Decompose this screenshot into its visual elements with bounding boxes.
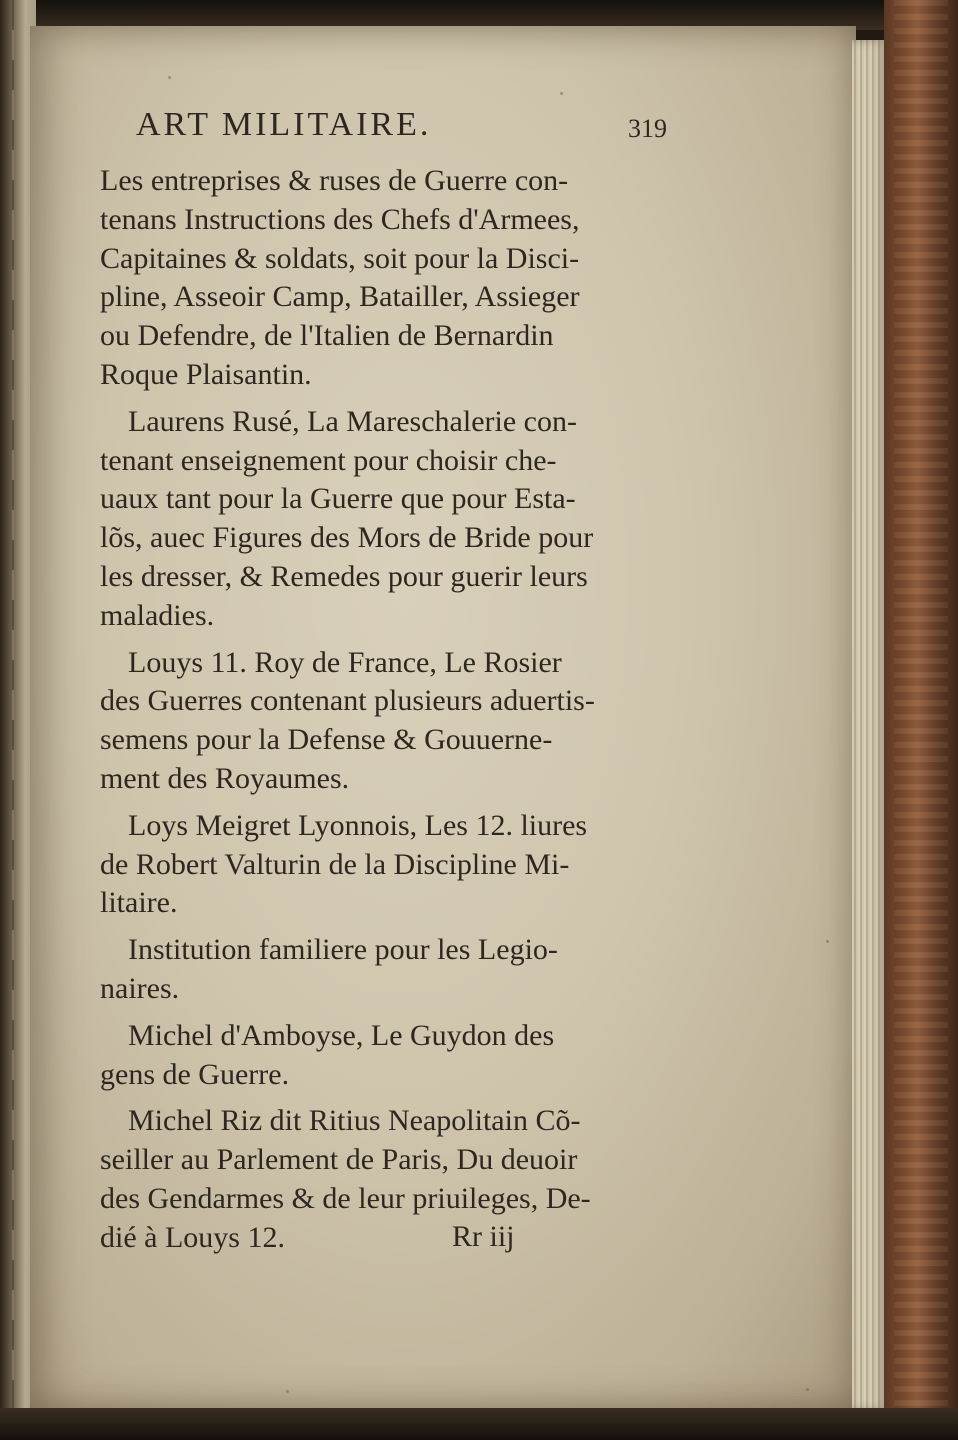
page-text — [100, 100, 690, 1266]
entry-line: les dresser, & Remedes pour guerir leurs — [100, 559, 588, 593]
entry-line: Louys 11. Roy de France, Le Rosier — [128, 645, 562, 679]
entry-line: Capitaines & soldats, soit pour la Disci- — [100, 241, 580, 275]
paper-speck — [826, 940, 829, 943]
entry-line: Loys Meigret Lyonnois, Les 12. liures — [128, 808, 588, 842]
entry-line: Laurens Rusé, La Mareschalerie con- — [128, 404, 577, 438]
bibliography-entry — [100, 1102, 690, 1257]
entry-line: de Robert Valturin de la Discipline Mi- — [100, 847, 570, 881]
bibliography-entry — [100, 162, 690, 395]
bibliography-entry — [100, 807, 690, 923]
bibliography-entry — [100, 644, 690, 799]
running-head-title: ART MILITAIRE. — [136, 106, 432, 143]
entry-line: litaire. — [100, 886, 178, 920]
entry-line: seiller au Parlement de Paris, Du deuoir — [100, 1143, 578, 1177]
bibliography-entry — [100, 931, 690, 1009]
paper-speck — [806, 1388, 809, 1391]
right-page-edges — [852, 40, 888, 1410]
paper-speck — [286, 1390, 289, 1393]
entry-line: des Guerres contenant plusieurs aduertis- — [100, 684, 595, 718]
entry-line: naires. — [100, 971, 180, 1005]
entry-line: dié à Louys 12. — [100, 1220, 285, 1254]
entry-line: pline, Asseoir Camp, Batailler, Assieger — [100, 280, 580, 314]
entry-line: tenans Instructions des Chefs d'Armees, — [100, 202, 580, 236]
entry-line: ment des Royaumes. — [100, 761, 350, 795]
bibliography-entry — [100, 403, 690, 636]
paper-speck — [560, 92, 563, 95]
entry-line: lõs, auec Figures des Mors de Bride pour — [100, 521, 594, 555]
bottom-shadow — [0, 1408, 958, 1440]
entry-line: des Gendarmes & de leur priuileges, De- — [100, 1181, 591, 1215]
entry-line: Les entreprises & ruses de Guerre con- — [100, 164, 569, 197]
entry-line: uaux tant pour la Guerre que pour Esta- — [100, 482, 576, 516]
bibliography-entry — [100, 1017, 690, 1095]
entry-line: Institution familiere pour les Legio- — [128, 933, 558, 967]
entry-line: maladies. — [100, 598, 215, 632]
signature-mark: Rr iij — [452, 1220, 515, 1253]
running-head — [100, 100, 690, 162]
entry-line: Michel d'Amboyse, Le Guydon des — [128, 1018, 555, 1052]
entry-line: ou Defendre, de l'Italien de Bernardin — [100, 319, 554, 353]
entry-line: Roque Plaisantin. — [100, 357, 312, 391]
entry-line: gens de Guerre. — [100, 1057, 290, 1091]
page-number: 319 — [628, 114, 667, 143]
entry-line: tenant enseignement pour choisir che- — [100, 443, 557, 477]
paper-speck — [168, 76, 171, 79]
leather-binding — [884, 0, 958, 1440]
entry-line: Michel Riz dit Ritius Neapolitain Cõ- — [128, 1104, 581, 1138]
entry-line: semens pour la Defense & Gouuerne- — [100, 723, 553, 757]
